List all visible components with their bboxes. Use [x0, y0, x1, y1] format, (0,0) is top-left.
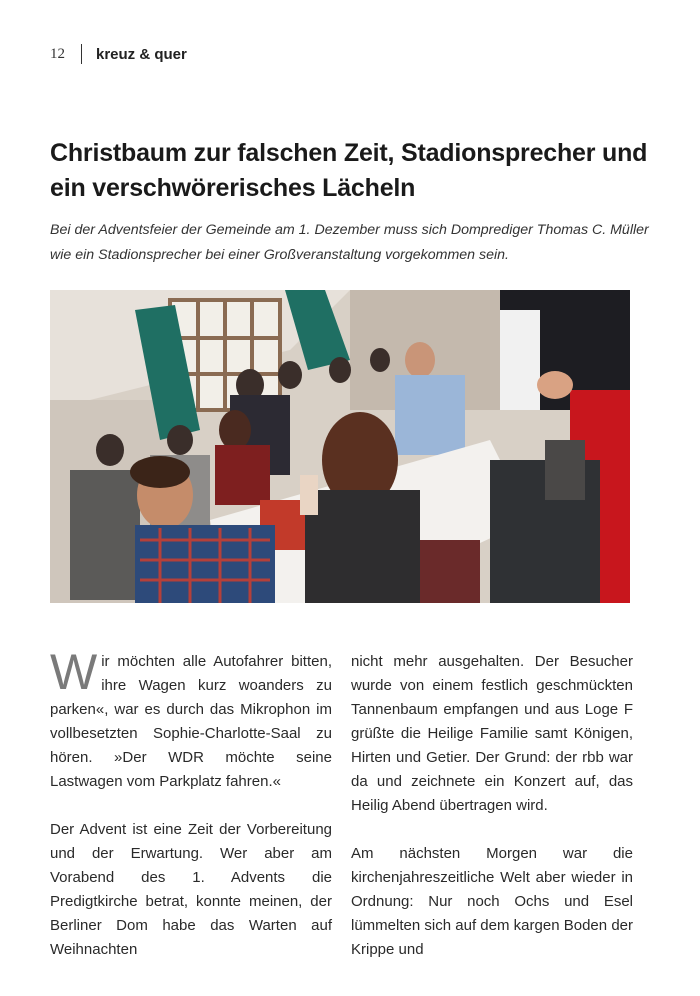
article-title: Christbaum zur falschen Zeit, Stadionsprecher und ein verschwörerisches Lächeln — [50, 139, 648, 202]
text-column-right — [351, 650, 633, 986]
paragraph: nicht mehr ausgehalten. Der Besucher wurde von einem festlich geschmückten Tannenbaum empfangen und aus Loge F grüßte die Heilige Familie samt Königen, Hirten und Getier. Der Grund: der rbb war da und zeichnete ein Konzert auf, das Heilig Abend übertragen wird. — [351, 653, 633, 814]
paragraph-text: ir möchten alle Autofahrer bitten, ihre Wagen kurz woanders zu parken«, war es durch das Mikrophon im vollbesetzten Sophie-Charlotte-Saal zu hören. »Der WDR möchte seine Lastwagen vom Parkplatz fahren.« — [50, 653, 332, 790]
page-number: 12 — [50, 45, 65, 62]
header-divider — [81, 44, 82, 64]
page-header — [50, 44, 187, 64]
article-subtitle: Bei der Adventsfeier der Gemeinde am 1. Dezember muss sich Domprediger Thomas C. Müller wie ein Stadionsprecher bei einer Großveranstaltung vorgekommen sein. — [50, 222, 649, 263]
paragraph — [50, 644, 332, 794]
drop-cap: W — [50, 644, 98, 700]
article-photo — [50, 290, 630, 603]
paragraph: Der Advent ist eine Zeit der Vorbereitung und der Erwartung. Wer aber am Vorabend des 1. Advents die Predigtkirche betrat, konnte meinen, der Berliner Dom habe das Warten auf Weihnachten — [50, 821, 332, 958]
section-title: kreuz & quer — [96, 45, 187, 63]
paragraph: Am nächsten Morgen war die kirchenjahreszeitliche Welt aber wieder in Ordnung: Nur noch Ochs und Esel lümmelten sich auf dem kargen Boden der Krippe und — [351, 845, 633, 958]
text-column-left — [50, 644, 332, 986]
